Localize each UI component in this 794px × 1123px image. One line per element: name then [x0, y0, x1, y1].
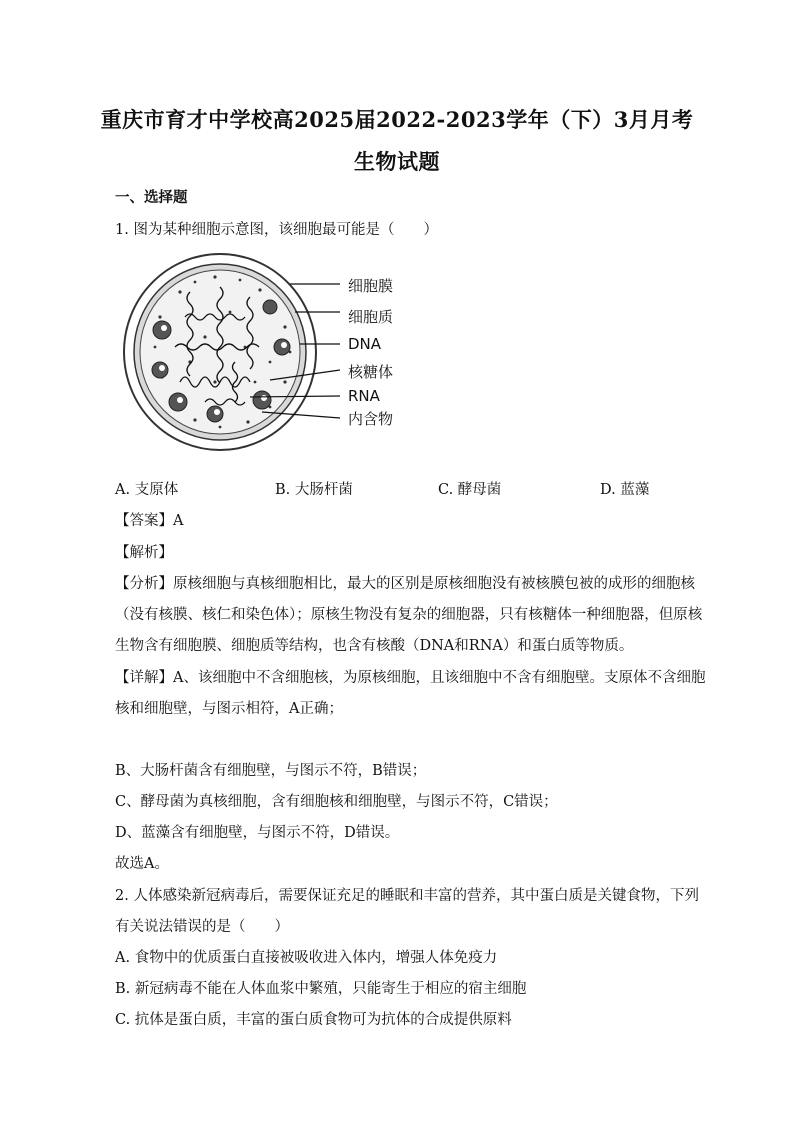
- q1-detail-b: B、大肠杆菌含有细胞壁，与图示不符，B错误；: [115, 763, 427, 779]
- q2-option-a: A. 食物中的优质蛋白直接被吸收进入体内，增强人体免疫力: [115, 950, 498, 966]
- q1-detail-line-2: 核和细胞壁，与图示相符，A正确；: [115, 701, 343, 717]
- cell-diagram: [120, 252, 340, 454]
- label-dna: DNA: [348, 335, 382, 353]
- q1-option-a: A. 支原体: [115, 482, 179, 498]
- q1-answer: 【答案】A: [115, 513, 184, 529]
- q2-option-b: B. 新冠病毒不能在人体血浆中繁殖，只能寄生于相应的宿主细胞: [115, 981, 527, 997]
- exam-title: 重庆市育才中学校高2025届2022-2023学年（下）3月月考: [100, 107, 694, 132]
- q1-analysis-line-3: 生物含有细胞膜、细胞质等结构，也含有核酸（DNA和RNA）和蛋白质等物质。: [115, 638, 634, 654]
- label-cell-membrane: 细胞膜: [348, 277, 394, 295]
- q1-detail-c: C、酵母菌为真核细胞，含有细胞核和细胞壁，与图示不符，C错误；: [115, 794, 558, 810]
- q1-analysis-line-1: 【分析】原核细胞与真核细胞相比，最大的区别是原核细胞没有被核膜包被的成形的细胞核: [115, 576, 695, 592]
- question-2-stem-1: 2. 人体感染新冠病毒后，需要保证充足的睡眠和丰富的营养，其中蛋白质是关键食物，下列: [115, 888, 699, 904]
- q1-detail-d: D、蓝藻含有细胞壁，与图示不符，D错误。: [115, 825, 400, 841]
- q1-option-d: D. 蓝藻: [600, 482, 650, 498]
- q1-option-b: B. 大肠杆菌: [275, 482, 353, 498]
- q1-option-c: C. 酵母菌: [438, 482, 502, 498]
- exam-subtitle: 生物试题: [354, 149, 440, 174]
- label-inclusion: 内含物: [348, 410, 394, 428]
- label-cytoplasm: 细胞质: [348, 308, 394, 326]
- q1-analysis-line-2: （没有核膜、核仁和染色体）；原核生物没有复杂的细胞器，只有核糖体一种细胞器，但原核: [115, 607, 703, 623]
- label-rna: RNA: [348, 387, 380, 405]
- q1-analysis-tag: 【解析】: [115, 545, 173, 561]
- q2-option-c: C. 抗体是蛋白质，丰富的蛋白质食物可为抗体的合成提供原料: [115, 1012, 512, 1028]
- q1-conclusion: 故选A。: [115, 856, 169, 872]
- question-1-stem: 1. 图为某种细胞示意图，该细胞最可能是（ ）: [115, 222, 438, 238]
- question-2-stem-2: 有关说法错误的是（ ）: [115, 919, 289, 935]
- q1-detail-line-1: 【详解】A、该细胞中不含细胞核，为原核细胞，且该细胞中不含有细胞壁。支原体不含细胞: [115, 670, 706, 686]
- section-heading: 一、选择题: [115, 189, 188, 206]
- label-ribosome: 核糖体: [348, 363, 394, 381]
